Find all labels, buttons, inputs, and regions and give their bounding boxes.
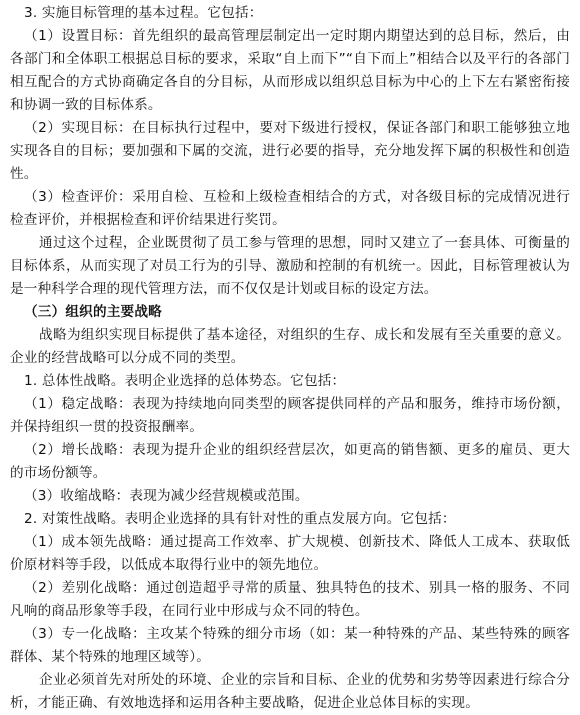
item-differentiation: （2）差别化战略：通过创造超乎寻常的质量、独具特色的技术、别具一格的服务、不同凡响的商品形象等手段，在同行业中形成与众不同的特色。 [10, 580, 570, 619]
section-3-heading: 3. 实施目标管理的基本过程。它包括： [24, 5, 263, 21]
paragraph-check-evaluate: （3）检查评价：采用自检、互检和上级检查相结合的方式，对各级目标的完成情况进行检查评价，并根据检查和评价结果进行奖罚。 [10, 189, 570, 228]
section-heading-strategy: （三）组织的主要战略 [24, 304, 162, 320]
paragraph-achieve-goals: （2）实现目标：在目标执行过程中，要对下级进行授权，保证各部门和职工能够独立地实现各自的目标；要加强和下属的交流，进行必要的指导，充分地发挥下属的积极性和创造性。 [10, 120, 570, 182]
item-tactical-strategy: 2. 对策性战略。表明企业选择的具有针对性的重点发展方向。它包括： [24, 511, 456, 527]
item-contraction-strategy: （3）收缩战略：表现为减少经营规模或范围。 [24, 488, 309, 504]
item-stable-strategy: （1）稳定战略：表现为持续地向同类型的顾客提供同样的产品和服务，维持市场份额，并保持组织一贯的投资报酬率。 [10, 396, 570, 435]
item-overall-strategy: 1. 总体性战略。表明企业选择的总体势态。它包括： [24, 373, 346, 389]
item-focus-strategy: （3）专一化战略：主攻某个特殊的细分市场（如：某一种特殊的产品、某些特殊的顾客群体、某个特殊的地理区域等）。 [10, 626, 570, 665]
paragraph-set-goals: （1）设置目标：首先组织的最高管理层制定出一定时期内期望达到的总目标，然后，由各部门和全体职工根据总目标的要求，采取“自上而下”“自下而上”相结合以及平行的各部门相互配合的方式协商确定各自的分目标，从而形成以组织总目标为中心的上下左右紧密衔接和协调一致的目标体系。 [10, 28, 570, 113]
paragraph-strategy-intro: 战略为组织实现目标提供了基本途径，对组织的生存、成长和发展有至关重要的意义。企业的经营战略可以分成不同的类型。 [10, 327, 570, 366]
paragraph-conclusion: 企业必须首先对所处的环境、企业的宗旨和目标、企业的优势和劣势等因素进行综合分析，才能正确、有效地选择和运用各种主要战略，促进企业总体目标的实现。 [10, 672, 570, 711]
item-cost-leadership: （1）成本领先战略：通过提高工作效率、扩大规模、创新技术、降低人工成本、获取低价原材料等手段，以低成本取得行业中的领先地位。 [10, 534, 570, 573]
paragraph-summary: 通过这个过程，企业既贯彻了员工参与管理的思想，同时又建立了一套具体、可衡量的目标体系，从而实现了对员工行为的引导、激励和控制的有机统一。因此，目标管理被认为是一种科学合理的现代管理方法，而不仅仅是计划或目标的设定方法。 [10, 235, 570, 297]
item-growth-strategy: （2）增长战略：表现为提升企业的组织经营层次，如更高的销售额、更多的雇员、更大的市场份额等。 [10, 442, 570, 481]
